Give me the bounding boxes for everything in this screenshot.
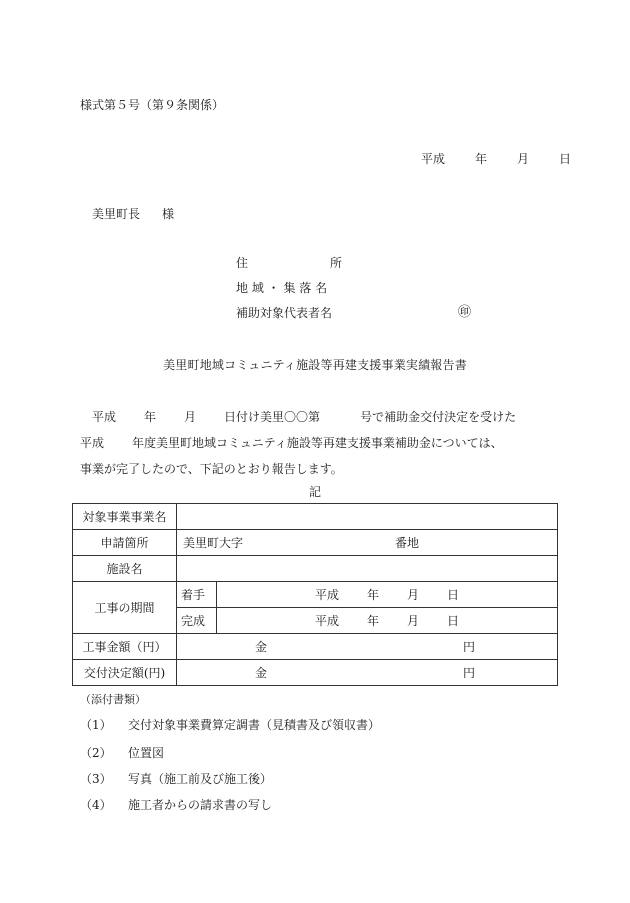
body-year: 年 <box>144 410 157 424</box>
body-notice-suffix: 号で補助金交付決定を受けた <box>360 410 517 424</box>
start-label: 着手 <box>177 582 217 608</box>
cost-yen: 円 <box>463 640 476 654</box>
end-day: 日 <box>447 614 460 628</box>
addressee-name: 美里町長 <box>92 207 141 221</box>
applicant-address <box>236 256 342 270</box>
start-era: 平成 <box>315 588 340 602</box>
cost-value[interactable] <box>177 634 558 660</box>
grant-label: 交付決定額(円) <box>73 660 177 686</box>
start-month: 月 <box>407 588 420 602</box>
site-suffix: 番地 <box>395 536 420 550</box>
attachment-number: （4） <box>80 798 112 812</box>
end-date[interactable] <box>217 608 558 634</box>
cost-label: 工事金額（円） <box>73 634 177 660</box>
table-row <box>73 660 558 686</box>
table-row <box>73 582 558 608</box>
body-month: 月 <box>184 410 197 424</box>
site-prefix: 美里町大字 <box>183 536 244 550</box>
form-number: 様式第５号（第９条関係） <box>80 98 225 112</box>
project-name-label: 対象事業事業名 <box>73 504 177 530</box>
facility-value[interactable] <box>177 556 558 582</box>
date-era: 平成 <box>421 152 446 166</box>
body-notice-prefix: 日付け美里〇〇第 <box>224 410 321 424</box>
facility-label: 施設名 <box>73 556 177 582</box>
body-program: 年度美里町地域コミュニティ施設等再建支援事業補助金については、 <box>132 436 503 450</box>
date-month: 月 <box>517 152 530 166</box>
body-line-3: 事業が完了したので、下記のとおり報告します。 <box>80 462 343 476</box>
seal-mark: ㊞ <box>458 305 472 320</box>
addressee-honorific: 様 <box>162 207 175 221</box>
project-name-value[interactable] <box>177 504 558 530</box>
attachments-heading: （添付書類） <box>80 693 146 706</box>
date-line <box>421 152 571 166</box>
site-value[interactable] <box>177 530 558 556</box>
attachment-item <box>80 718 380 732</box>
applicant-area: 地 域 ・ 集 落 名 <box>236 281 328 295</box>
body-era-2: 平成 <box>80 436 105 450</box>
start-date[interactable] <box>217 582 558 608</box>
date-year: 年 <box>475 152 488 166</box>
body-era: 平成 <box>92 410 117 424</box>
period-label: 工事の期間 <box>73 582 177 634</box>
attachment-item <box>80 798 272 812</box>
date-day: 日 <box>559 152 572 166</box>
document-title: 美里町地域コミュニティ施設等再建支援事業実績報告書 <box>163 358 467 372</box>
attachment-number: （3） <box>80 772 112 786</box>
attachment-number: （1） <box>80 718 112 732</box>
attachment-text: 位置図 <box>128 746 165 760</box>
grant-value[interactable] <box>177 660 558 686</box>
address-char-2: 所 <box>330 256 343 270</box>
table-row <box>73 634 558 660</box>
applicant-representative: 補助対象代表者名 <box>236 306 333 320</box>
body-paragraph <box>80 404 516 482</box>
body-line-2 <box>80 430 516 456</box>
start-day: 日 <box>447 588 460 602</box>
attachment-text: 施工者からの請求書の写し <box>128 798 273 812</box>
table-row <box>73 504 558 530</box>
end-era: 平成 <box>315 614 340 628</box>
table-row <box>73 530 558 556</box>
cost-kin: 金 <box>255 640 268 654</box>
grant-yen: 円 <box>463 666 476 680</box>
end-year: 年 <box>367 614 380 628</box>
report-table <box>72 503 558 686</box>
attachment-text: 写真（施工前及び施工後） <box>128 772 273 786</box>
address-char-1: 住 <box>236 256 249 270</box>
end-month: 月 <box>407 614 420 628</box>
attachment-text: 交付対象事業費算定調書（見積書及び領収書） <box>128 718 381 732</box>
attachment-item <box>80 772 272 786</box>
addressee <box>92 207 174 221</box>
grant-kin: 金 <box>255 666 268 680</box>
table-row <box>73 556 558 582</box>
attachment-item <box>80 746 164 760</box>
ki-heading: 記 <box>308 485 321 499</box>
end-label: 完成 <box>177 608 217 634</box>
body-line-1 <box>80 404 516 430</box>
attachment-number: （2） <box>80 746 112 760</box>
start-year: 年 <box>367 588 380 602</box>
site-label: 申請箇所 <box>73 530 177 556</box>
